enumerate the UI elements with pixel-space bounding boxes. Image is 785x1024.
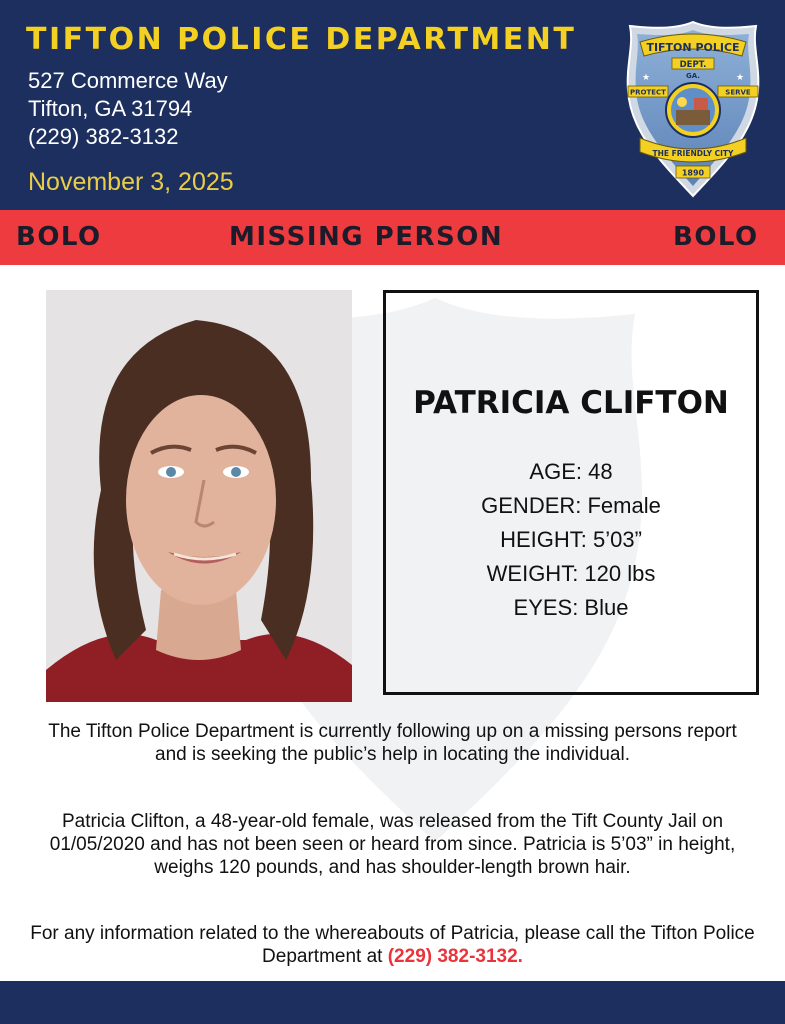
badge-year-text: 1890 bbox=[681, 168, 705, 178]
missing-person-photo bbox=[46, 290, 352, 702]
fact-height: HEIGHT: 5’03” bbox=[500, 527, 642, 552]
badge-left-text: PROTECT bbox=[630, 88, 666, 97]
fact-gender: GENDER: Female bbox=[481, 493, 661, 518]
svg-text:★: ★ bbox=[642, 73, 651, 83]
banner-bolo-right: BOLO bbox=[673, 222, 759, 252]
fact-age: AGE: 48 bbox=[529, 459, 613, 484]
badge-motto-text: THE FRIENDLY CITY bbox=[652, 149, 734, 158]
footer-bar bbox=[0, 981, 785, 1024]
paragraph-contact bbox=[30, 922, 755, 968]
paragraph-description: Patricia Clifton, a 48-year-old female, was released from the Tift County Jail on 01/05/2020 and has not been seen or heard from since. Patricia is 5’03” in height, weighs 120 pounds, and has shoulder-length brown hair. bbox=[49, 811, 736, 878]
paragraph-intro: The Tifton Police Department is currently following up on a missing persons report and is seeking the public’s help in locating the individual. bbox=[48, 721, 737, 765]
badge-state-text: GA. bbox=[686, 72, 700, 80]
badge-right-text: SERVE bbox=[725, 88, 751, 97]
fact-weight: WEIGHT: 120 lbs bbox=[486, 561, 656, 586]
address-line-1: 527 Commerce Way bbox=[28, 68, 228, 93]
person-name: PATRICIA CLIFTON bbox=[413, 385, 729, 421]
address-line-2: Tifton, GA 31794 bbox=[28, 96, 193, 121]
department-title: TIFTON POLICE DEPARTMENT bbox=[26, 22, 577, 57]
bolo-banner bbox=[0, 210, 785, 265]
contact-phone: (229) 382-3132. bbox=[387, 946, 523, 967]
phone-number: (229) 382-3132 bbox=[28, 124, 179, 149]
fact-eyes: EYES: Blue bbox=[513, 595, 629, 620]
banner-missing-person: MISSING PERSON bbox=[229, 222, 504, 252]
header-bar bbox=[0, 0, 785, 210]
person-details-box bbox=[383, 290, 759, 695]
contact-text: For any information related to the whereabouts of Patricia, please call the Tifton Police Department at bbox=[30, 923, 755, 967]
police-badge-logo bbox=[624, 20, 762, 198]
person-facts bbox=[386, 455, 756, 625]
badge-top-text: TIFTON POLICE bbox=[646, 41, 740, 54]
bulletin-date: November 3, 2025 bbox=[28, 168, 234, 196]
portrait-illustration bbox=[46, 290, 352, 702]
banner-bolo-left: BOLO bbox=[16, 222, 102, 252]
badge-dept-text: DEPT. bbox=[679, 60, 707, 70]
svg-text:★: ★ bbox=[736, 73, 745, 83]
